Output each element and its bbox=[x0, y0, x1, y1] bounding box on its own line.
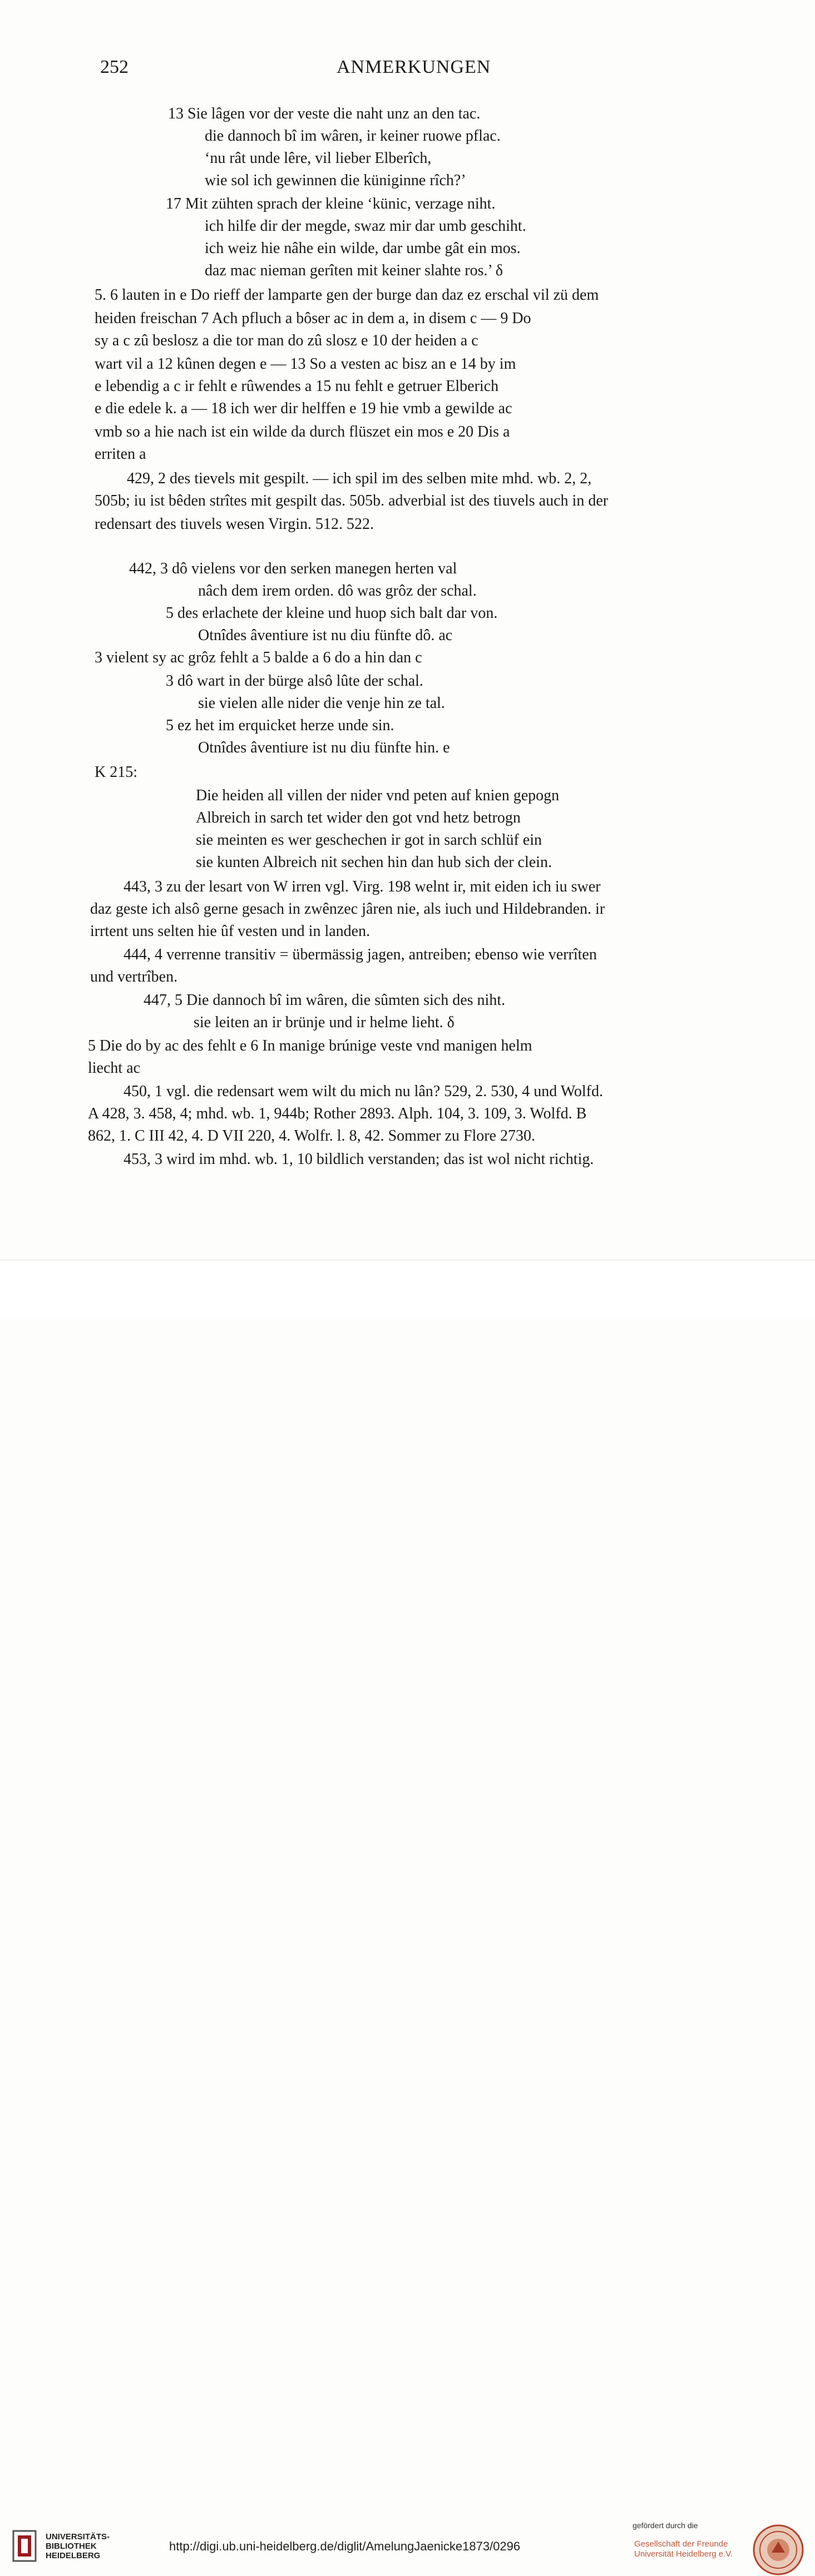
note-line: heiden freischan 7 Ach pfluch a bôser ac in dem a, in disem c — 9 Do bbox=[95, 310, 531, 327]
verse-line: Albreich in sarch tet wider den got vnd hetz betrogn bbox=[196, 809, 521, 826]
verse-line: sie meinten es wer geschechen ir got in sarch schlüf ein bbox=[196, 831, 542, 849]
verse-line: ‘nu rât unde lêre, vil lieber Elberîch, bbox=[205, 150, 432, 167]
note-line: 429, 2 des tievels mit gespilt. — ich spil im des selben mite mhd. wb. 2, 2, bbox=[127, 470, 592, 487]
verse-line: Otnîdes âventiure ist nu diu fünfte dô. ac bbox=[198, 627, 453, 644]
note-line: vmb so a hie nach ist ein wilde da durch flüszet ein mos e 20 Dis a bbox=[95, 423, 510, 440]
verse-line: sie leiten an ir brünje und ir helme lieht. δ bbox=[194, 1014, 455, 1031]
note-line: irrtent uns selten hie ûf vesten und in landen. bbox=[90, 923, 371, 940]
society-name-line: Gesellschaft der Freunde bbox=[634, 2539, 728, 2549]
note-line: erriten a bbox=[95, 445, 146, 463]
society-name bbox=[634, 2539, 733, 2559]
note-line: sy a c zû beslosz a die tor man do zû slosz e 10 der heiden a c bbox=[95, 332, 478, 349]
note-line: 862, 1. C III 42, 4. D VII 220, 4. Wolfr. l. 8, 42. Sommer zu Flore 2730. bbox=[88, 1127, 535, 1145]
page-number: 252 bbox=[100, 57, 129, 77]
note-line: wart vil a 12 kûnen degen e — 13 So a vesten ac bisz an e 14 by im bbox=[95, 355, 516, 373]
verse-line: Otnîdes âventiure ist nu diu fünfte hin. e bbox=[198, 739, 450, 756]
note-line: 505b; iu ist bêden strîtes mit gespilt das. 505b. adverbial ist des tiuvels auch in der bbox=[95, 492, 609, 509]
note-line: e die edele k. a — 18 ich wer dir helffen e 19 hie vmb a gewilde ac bbox=[95, 400, 512, 417]
note-line: daz geste ich alsô gerne gesach in zwênzec jâren nie, als iuch und Hildebranden. ir bbox=[90, 900, 605, 918]
verse-line: 5 des erlachete der kleine und huop sich balt dar von. bbox=[166, 605, 498, 622]
note-line: liecht ac bbox=[88, 1059, 141, 1077]
note-line: 5. 6 lauten in e Do rieff der lamparte gen der burge dan daz ez erschal vil zü dem bbox=[95, 286, 599, 304]
verse-line: 442, 3 dô vielens vor den serken manegen herten val bbox=[129, 560, 457, 577]
footer-bar bbox=[0, 1260, 815, 2560]
verse-line: sie kunten Albreich nit sechen hin dan hub sich der clein. bbox=[196, 854, 552, 871]
note-line: 443, 3 zu der lesart von W irren vgl. Virg. 198 welnt ir, mit eiden ich iu swer bbox=[124, 878, 601, 895]
verse-line: 13 Sie lâgen vor der veste die naht unz an den tac. bbox=[168, 105, 481, 122]
note-line: 3 vielent sy ac grôz fehlt a 5 balde a 6 do a hin dan c bbox=[95, 649, 422, 666]
verse-line: 17 Mit zühten sprach der kleine ‘künic, verzage niht. bbox=[166, 195, 496, 212]
note-line: redensart des tiuvels wesen Virgin. 512. 522. bbox=[95, 516, 374, 533]
library-name-line: UNIVERSITÄTS- bbox=[46, 2532, 110, 2542]
note-line: A 428, 3. 458, 4; mhd. wb. 1, 944b; Rother 2893. Alph. 104, 3. 109, 3. Wolfd. B bbox=[88, 1105, 587, 1122]
verse-line: wie sol ich gewinnen die küniginne rîch?’ bbox=[205, 172, 466, 189]
note-line: K 215: bbox=[95, 764, 137, 781]
verse-line: sie vielen alle nider die venje hin ze tal. bbox=[198, 695, 445, 712]
promoted-by-text: gefördert durch die bbox=[633, 2521, 698, 2530]
note-line: 450, 1 vgl. die redensart wem wilt du mich nu lân? 529, 2. 530, 4 und Wolfd. bbox=[124, 1083, 603, 1100]
note-line: 453, 3 wird im mhd. wb. 1, 10 bildlich verstanden; das ist wol nicht richtig. bbox=[124, 1151, 594, 1168]
verse-line: 3 dô wart in der bürge alsô lûte der schal. bbox=[166, 672, 423, 690]
verse-line: die dannoch bî im wâren, ir keiner ruowe pflac. bbox=[205, 127, 501, 145]
verse-line: ich weiz hie nâhe ein wilde, dar umbe gât ein mos. bbox=[205, 240, 521, 257]
verse-line: daz mac nieman gerîten mit keiner slahte ros.’ δ bbox=[205, 262, 503, 279]
university-library-logo-icon bbox=[12, 2530, 37, 2562]
permalink-url[interactable]: http://digi.ub.uni-heidelberg.de/diglit/AmelungJaenicke1873/0296 bbox=[169, 2539, 521, 2553]
library-name-line: HEIDELBERG bbox=[46, 2551, 101, 2560]
verse-line: 5 ez het im erquicket herze unde sin. bbox=[166, 717, 394, 734]
note-line: und vertrîben. bbox=[90, 968, 178, 985]
society-name-line: Universität Heidelberg e.V. bbox=[634, 2549, 733, 2559]
library-name bbox=[46, 2532, 110, 2560]
document-page bbox=[0, 0, 815, 1260]
university-seal-icon bbox=[752, 2524, 804, 2576]
library-name-line: BIBLIOTHEK bbox=[46, 2542, 97, 2551]
note-line: 444, 4 verrenne transitiv = übermässig jagen, antreiben; ebenso wie verrîten bbox=[124, 946, 597, 963]
note-line: 5 Die do by ac des fehlt e 6 In manige brúnige veste vnd manigen helm bbox=[88, 1037, 532, 1054]
verse-line: nâch dem irem orden. dô was grôz der schal. bbox=[198, 582, 477, 600]
page-title: ANMERKUNGEN bbox=[337, 57, 491, 77]
verse-line: ich hilfe dir der megde, swaz mir dar umb geschiht. bbox=[205, 217, 526, 235]
verse-line: 447, 5 Die dannoch bî im wâren, die sûmten sich des niht. bbox=[144, 992, 506, 1009]
note-line: e lebendig a c ir fehlt e rûwendes a 15 nu fehlt e getruer Elberich bbox=[95, 378, 499, 395]
verse-line: Die heiden all villen der nider vnd peten auf knien gepogn bbox=[196, 787, 560, 804]
